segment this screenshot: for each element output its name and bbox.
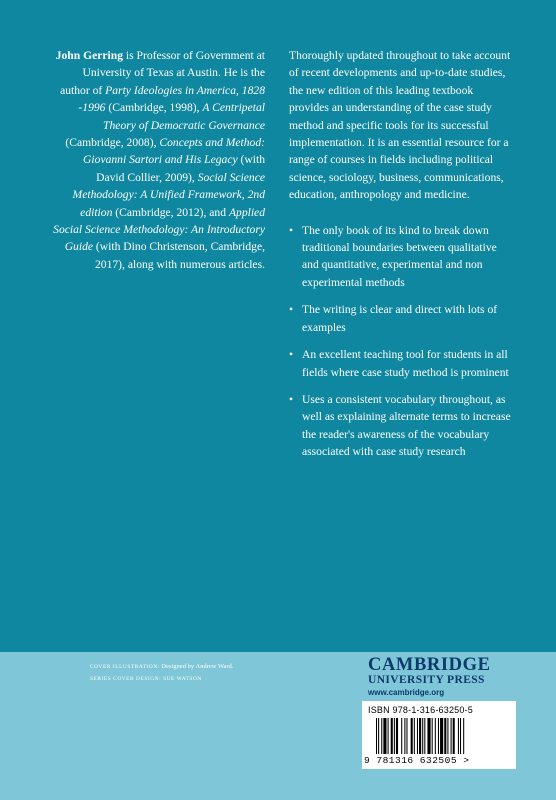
bullet-icon: •: [289, 348, 294, 362]
illustration-credit: COVER ILLUSTRATION: Designed by Andrew Ward.: [90, 663, 234, 670]
publisher-name: CAMBRIDGE: [368, 655, 491, 675]
feature-list: [289, 222, 515, 461]
book-title: Party Ideologies in America, 1828 -1996: [78, 83, 265, 115]
barcode-digits: 9 781316 632505 >: [364, 755, 470, 766]
publisher-logo: [368, 656, 518, 699]
feature-item: • The only book of its kind to break down traditional boundaries between qualitative and quantitative, experimental and non experimental methods: [289, 223, 497, 289]
publisher-press: UNIVERSITY PRESS: [368, 674, 485, 686]
bio-text: (with Dino Christenson, Cambridge, 2017), along with numerous articles.: [93, 240, 265, 271]
book-title: Social Science Methodology: A Unified Framework, 2nd edition: [72, 170, 265, 219]
book-title: A Centripetal Theory of Democratic Governance: [103, 101, 265, 132]
cover-credits: [90, 661, 320, 685]
bullet-icon: •: [289, 303, 294, 317]
bio-text: (with David Collier, 2009),: [96, 153, 265, 184]
bio-text: is Professor of Government at University of Texas at Austin. He is the author of: [60, 49, 265, 97]
feature-item: • Uses a consistent vocabulary throughout, as well as explaining alternate terms to increase the reader's awareness of the vocabulary associated with case study research: [289, 392, 511, 459]
feature-item: • The writing is clear and direct with lots of examples: [289, 303, 498, 334]
barcode-icon: [376, 718, 504, 754]
author-name: John Gerring: [55, 49, 123, 62]
book-title: Concepts and Method: Giovanni Sartori and His Legacy: [83, 136, 265, 167]
book-title: Applied Social Science Methodology: An Introductory Guide: [53, 205, 265, 254]
bio-text: (Cambridge, 1998),: [105, 101, 203, 115]
description-intro: Thoroughly updated throughout to take account of recent developments and up-to-date studies, the new edition of this leading textbook provides an understanding of the case study method and specific tools for its successful implementation. It is an essential resource for a range of courses in fields including political science, sociology, business, communications, education, anthropology and medicine.: [289, 49, 511, 202]
book-description: [289, 47, 515, 471]
author-bio: [52, 47, 265, 273]
isbn-label: ISBN 978-1-316-63250-5: [368, 705, 473, 715]
bullet-icon: •: [289, 392, 294, 406]
bullet-icon: •: [289, 223, 294, 237]
feature-item: • An excellent teaching tool for students in all fields where case study method is prominent: [289, 348, 509, 379]
design-credit: SERIES COVER DESIGN: SUE WATSON: [90, 676, 202, 682]
bio-text: (Cambridge, 2012), and: [112, 205, 229, 219]
publisher-url: www.cambridge.org: [368, 688, 445, 697]
isbn-barcode: [362, 701, 516, 769]
bio-text: (Cambridge, 2008),: [65, 136, 160, 150]
